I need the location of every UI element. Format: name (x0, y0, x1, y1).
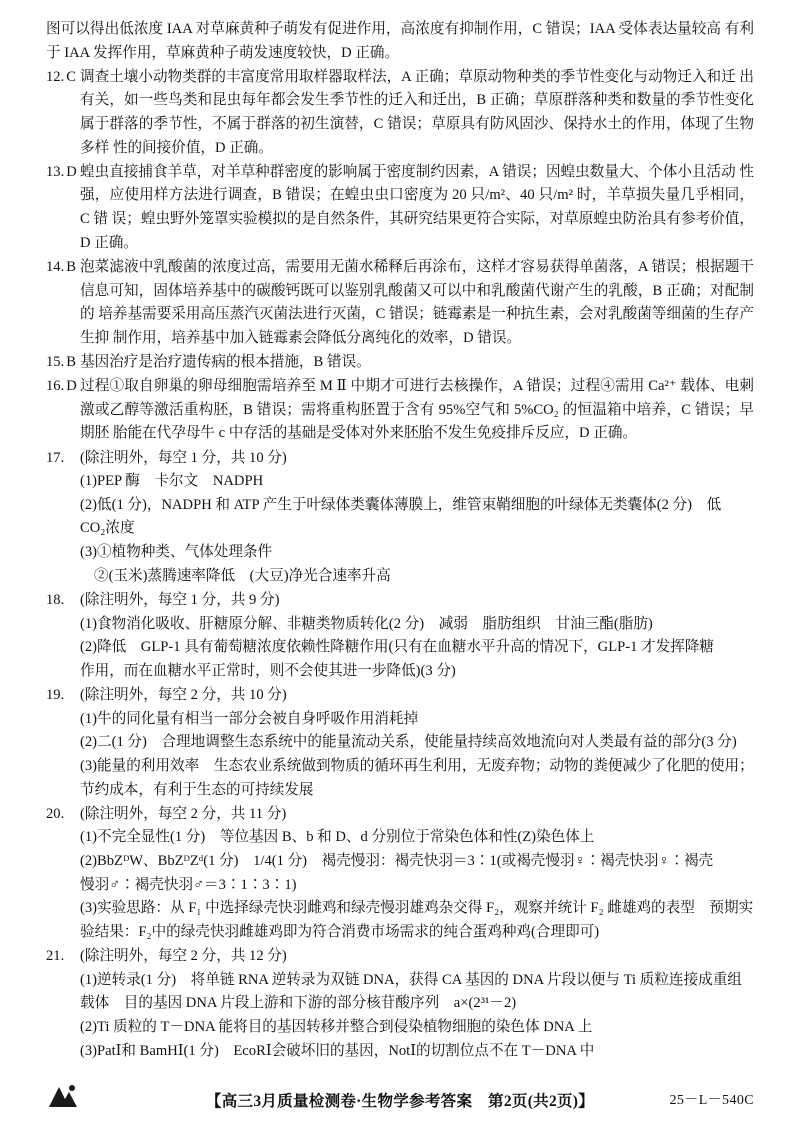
answer-item-12 (46, 66, 754, 161)
answer-text-19-l2: (1)牛的同化量有相当一部分会被自身呼吸作用消耗掉 (80, 710, 419, 727)
answer-item-15 (46, 351, 754, 375)
answer-text-12-l1: 调查土壤小动物类群的丰富度常用取样器取样法，A 正确；草原动物种类的季节性变化与动物迁入和迁 (80, 68, 736, 85)
page-footer (0, 1083, 800, 1117)
answer-text-18-l3: (2)降低 GLP‐1 具有葡萄糖浓度依赖性降糖作用(只有在血糖水平升高的情况下，GLP‐1 才发挥降糖 (80, 639, 715, 656)
answer-text-20-l2: (1)不完全显性(1 分) 等位基因 B、b 和 D、d 分别位于常染色体和性(Z)染色体上 (80, 829, 595, 846)
answer-text-13-l2: 性强，应使用样方法进行调查，B 错误；在蝗虫虫口密度为 20 只/m²、40 只/m² 时，羊草损失量几乎相同，C 错 (80, 163, 754, 228)
answer-item-20 (46, 803, 754, 945)
answer-text-21-l4: (2)Ti 质粒的 T－DNA 能将目的基因转移并整合到侵染植物细胞的染色体 DNA 上 (80, 1018, 593, 1035)
answer-text-16-l3: 胎能在代孕母牛 c 中存活的基础是受体对外来胚胎不发生免疫排斥反应，D 正确。 (112, 425, 638, 442)
answer-text-13-l3: 误；蝗虫野外笼罩实验模拟的是自然条件，其研究结果更符合实际，对草原蝗虫防治具有参考价值，D 正确。 (80, 211, 754, 251)
answer-text-16-l1: 过程①取自卵巢的卵母细胞需培养至 M Ⅱ 中期才可进行去核操作，A 错误；过程④需用 Ca²⁺ 载体、电刺 (80, 378, 754, 395)
answer-text-17-l3: (2)低(1 分)，NADPH 和 ATP 产生于叶绿体类囊体薄膜上，维管束鞘细胞的叶绿体无类囊体(2 分) 低 (80, 496, 722, 513)
answer-text-13-l1: 蝗虫直接捕食羊草，对羊草种群密度的影响属于密度制约因素，A 错误；因蝗虫数量大、个体小且活动 (80, 163, 736, 180)
answer-number-15: 15. B (46, 353, 76, 370)
answer-text-21-l1: (除注明外，每空 2 分，共 12 分) (80, 947, 287, 964)
continued-line-2: 有利于 IAA 发挥作用，草麻黄种子萌发速度较快，D 正确。 (46, 21, 754, 61)
answer-item-13 (46, 161, 754, 256)
publisher-logo-icon (46, 1083, 80, 1113)
answer-text-20-l5: (3)实验思路：从 F₁ 中选择绿壳快羽雌鸡和绿壳慢羽雄鸡杂交得 F₂，观察并统计 F₂ 雌雄鸡的表型 预期实 (80, 900, 754, 917)
answer-text-20-l3: (2)BbZᴰW、BbZᴰZᵈ(1 分) 1/4(1 分) 褐壳慢羽：褐壳快羽＝3∶1(或褐壳慢羽♀∶褐壳快羽♀∶褐壳 (80, 852, 714, 869)
answer-item-17 (46, 447, 754, 589)
answer-text-12-l2: 出有关，如一些鸟类和昆虫每年都会发生季节性的迁入和迁出，B 正确；草原群落种类和数量的季节性变化 (80, 68, 754, 109)
answer-text-17-l5: (3)①植物种类、气体处理条件 (80, 544, 273, 561)
answer-text-14-l1: 泡菜滤液中乳酸菌的浓度过高，需要用无菌水稀释后再涂布，这样才容易获得单菌落，A 错误；根据题干 (80, 258, 754, 275)
footer-title: 【高三3月质量检测卷·生物学参考答案 第2页(共2页)】 (205, 1093, 595, 1110)
answer-text-20-l4: 慢羽♂∶褐壳快羽♂＝3∶1∶3∶1) (80, 876, 297, 893)
answer-number-16: 16. D (46, 378, 77, 395)
answer-text-18-l2: (1)食物消化吸收、肝糖原分解、非糖类物质转化(2 分) 减弱 脂肪组织 甘油三酯(脂肪) (80, 615, 653, 632)
answer-item-18 (46, 589, 754, 684)
answer-text-14-l3: 培养基需要采用高压蒸汽灭菌法进行灭菌，C 错误；链霉素是一种抗生素，会对乳酸菌等细菌的生存产生抑 (80, 306, 754, 346)
answer-text-12-l3: 属于群落的季节性，不属于群落的初生演替，C 错误；草原具有防风固沙、保持水土的作用，体现了生物多样 (80, 116, 754, 156)
answer-text-21-l5: (3)PatⅠ和 BamHⅠ(1 分) EcoRⅠ会破坏旧的基因，NotⅠ的切割位点不在 T－DNA 中 (80, 1042, 595, 1059)
answer-text-14-l4: 制作用，培养基中加入链霉素会降低分离纯化的效率，D 错误。 (112, 329, 522, 346)
answer-text-19-l4: (3)能量的利用效率 生态农业系统做到物质的循环再生利用，无废弃物；动物的粪便减少了化肥的使用； (80, 757, 754, 774)
answer-text-17-l4: CO₂浓度 (80, 520, 135, 537)
answer-text-16-l2: 激或乙醇等激活重构胚，B 错误；需将重构胚置于含有 95%空气和 5%CO₂ 的恒温箱中培养，C 错误；早期胚 (80, 401, 754, 442)
answer-text-19-l1: (除注明外，每空 2 分，共 10 分) (80, 686, 287, 703)
answer-text-17-l2: (1)PEP 酶 卡尔文 NADPH (80, 473, 264, 490)
answer-text-18-l4: 作用，而在血糖水平正常时，则不会使其进一步降低)(3 分) (80, 662, 456, 679)
answer-number-13: 13. D (46, 163, 77, 180)
answer-text-21-l3: 载体 目的基因 DNA 片段上游和下游的部分核苷酸序列 a×(2³¹－2) (80, 995, 517, 1012)
answer-text-15-l1: 基因治疗是治疗遗传病的根本措施，B 错误。 (80, 353, 371, 370)
answer-number-17: 17. (46, 449, 65, 466)
answer-item-19 (46, 684, 754, 802)
answer-text-21-l2: (1)逆转录(1 分) 将单链 RNA 逆转录为双链 DNA，获得 CA 基因的 DNA 片段以便与 Ti 质粒连接成重组 (80, 971, 742, 988)
answer-text-18-l1: (除注明外，每空 1 分，共 9 分) (80, 591, 280, 608)
answer-item-21 (46, 945, 754, 1063)
answer-text-17-l1: (除注明外，每空 1 分，共 10 分) (80, 449, 287, 466)
answer-text-12-l4: 性的间接价值，D 正确。 (112, 139, 273, 156)
continued-line-1: 图可以得出低浓度 IAA 对草麻黄种子萌发有促进作用，高浓度有抑制作用，C 错误；IAA 受体表达量较高 (46, 21, 722, 37)
answer-number-14: 14. B (46, 258, 76, 275)
answer-text-20-l1: (除注明外，每空 2 分，共 11 分) (80, 805, 287, 822)
answer-text-14-l2: 信息可知，固体培养基中的碳酸钙既可以鉴别乳酸菌又可以中和乳酸菌代谢产生的乳酸，B 正确；对配制的 (80, 282, 754, 323)
answer-text-19-l3: (2)二(1 分) 合理地调整生态系统中的能量流动关系，使能量持续高效地流向对人类最有益的部分(3 分) (80, 734, 737, 751)
answer-number-12: 12. C (46, 68, 76, 85)
document-body (46, 18, 754, 1063)
answer-item-16 (46, 375, 754, 446)
footer-paper-code: 25－L－540C (669, 1093, 754, 1108)
answer-item-14 (46, 256, 754, 351)
answer-text-20-l6: 验结果：F₂中的绿壳快羽雌雄鸡即为符合消费市场需求的纯合蛋鸡种鸡(合理即可) (80, 923, 600, 940)
continued-paragraph (46, 18, 754, 65)
answer-number-21: 21. (46, 947, 65, 964)
answer-number-19: 19. (46, 686, 65, 703)
answer-text-17-l6: ②(玉米)蒸腾速率降低 (大豆)净光合速率升高 (94, 567, 391, 584)
answer-number-20: 20. (46, 805, 65, 822)
answer-number-18: 18. (46, 591, 65, 608)
answer-text-19-l5: 节约成本，有利于生态的可持续发展 (80, 781, 314, 798)
